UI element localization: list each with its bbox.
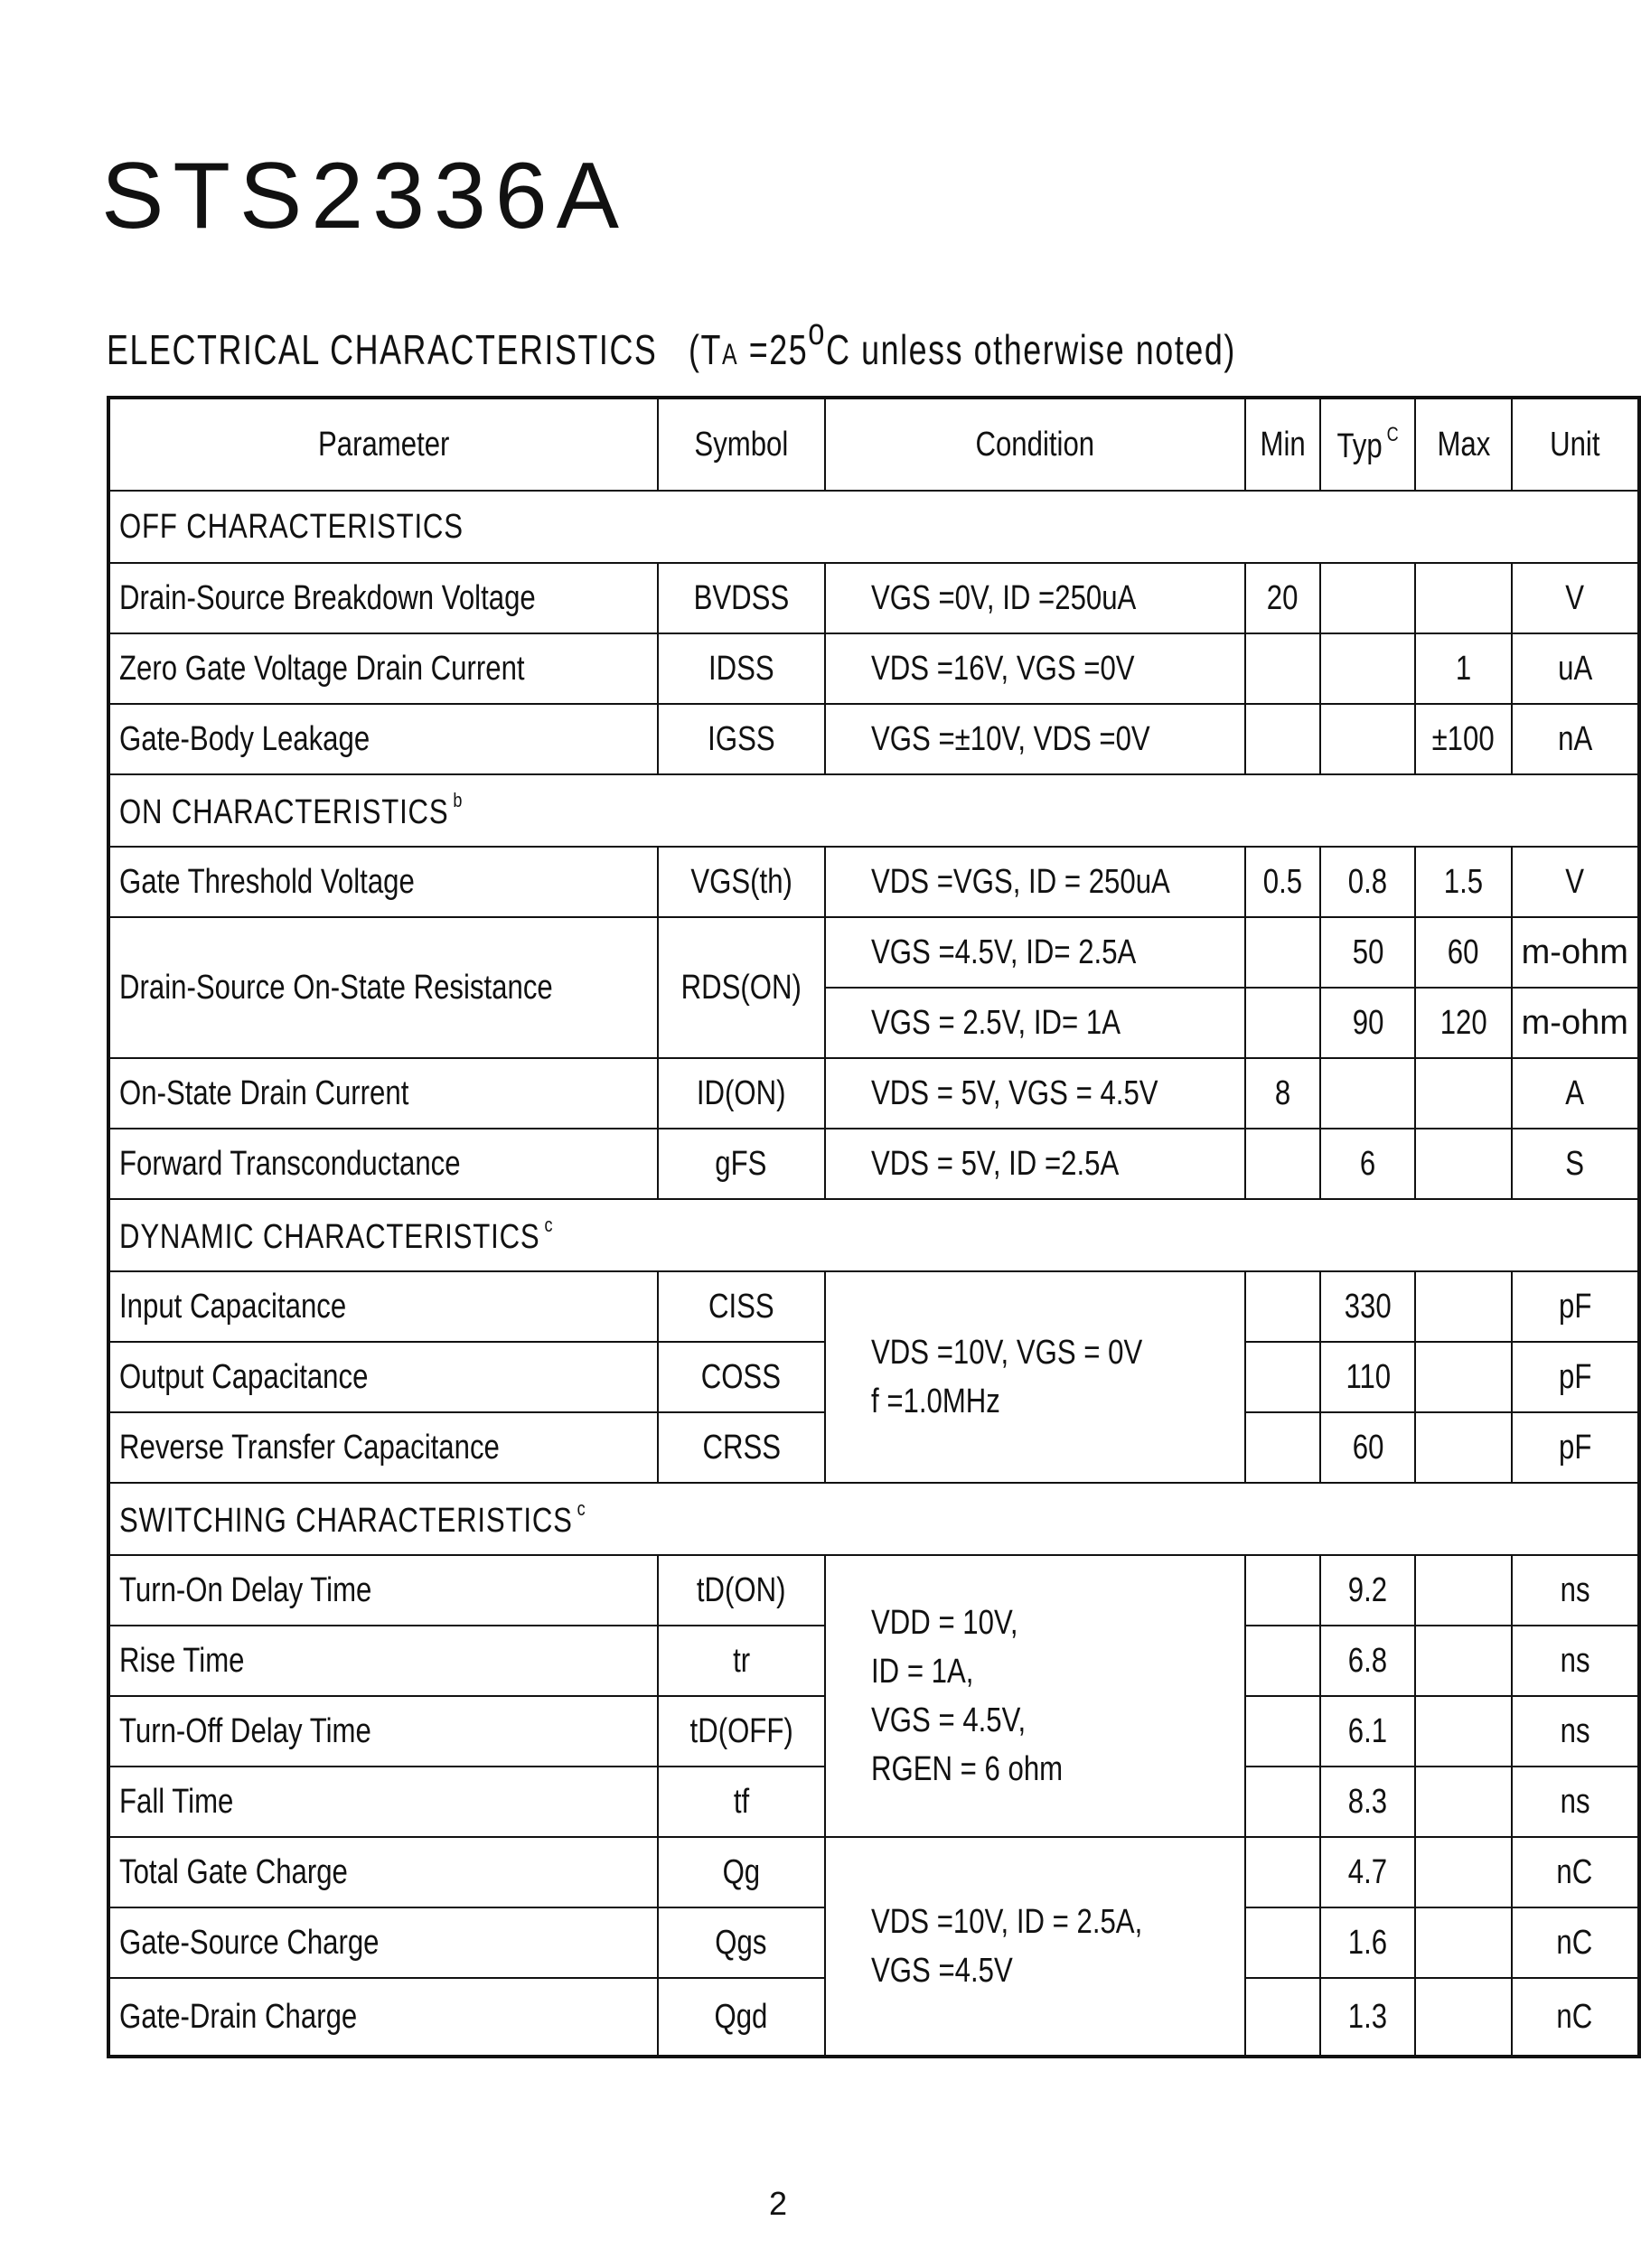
- header-unit: Unit: [1512, 398, 1639, 491]
- typ-cell: 330: [1320, 1271, 1415, 1342]
- param-cell: Forward Transconductance: [108, 1129, 658, 1199]
- header-row: [108, 398, 1639, 491]
- max-cell: ±100: [1415, 704, 1511, 774]
- unit-cell: V: [1512, 563, 1639, 633]
- symbol-cell: tD(ON): [658, 1555, 825, 1626]
- min-cell: [1245, 1696, 1320, 1767]
- typ-cell: 4.7: [1320, 1837, 1415, 1907]
- condition-cell: VGS =4.5V, ID= 2.5A: [825, 917, 1245, 988]
- symbol-cell: RDS(ON): [658, 917, 825, 1058]
- param-cell: Rise Time: [108, 1626, 658, 1696]
- electrical-characteristics-table: [107, 396, 1641, 2058]
- header-parameter: Parameter: [108, 398, 658, 491]
- condition-cell: VGS =0V, ID =250uA: [825, 563, 1245, 633]
- header-condition: Condition: [825, 398, 1245, 491]
- symbol-cell: tf: [658, 1767, 825, 1837]
- unit-cell: pF: [1512, 1271, 1639, 1342]
- min-cell: [1245, 1626, 1320, 1696]
- param-cell: On-State Drain Current: [108, 1058, 658, 1129]
- symbol-cell: Qgd: [658, 1978, 825, 2057]
- footnote-marker: b: [453, 789, 464, 811]
- typ-cell: [1320, 1058, 1415, 1129]
- section-switching: SWITCHING CHARACTERISTICS $^c$: [108, 1483, 1639, 1555]
- unit-cell: V: [1512, 847, 1639, 917]
- typ-cell: 1.3: [1320, 1978, 1415, 2057]
- typ-cell: 110: [1320, 1342, 1415, 1412]
- section-row: [108, 1483, 1639, 1555]
- param-cell: Fall Time: [108, 1767, 658, 1837]
- max-cell: [1415, 1129, 1511, 1199]
- unit-cell: ns: [1512, 1767, 1639, 1837]
- max-cell: [1415, 1978, 1511, 2057]
- symbol-cell: ID(ON): [658, 1058, 825, 1129]
- typ-cell: 1.6: [1320, 1907, 1415, 1978]
- table-row: [108, 917, 1639, 988]
- param-cell: Zero Gate Voltage Drain Current: [108, 633, 658, 704]
- max-cell: 60: [1415, 917, 1511, 988]
- param-cell: Reverse Transfer Capacitance: [108, 1412, 658, 1483]
- symbol-cell: gFS: [658, 1129, 825, 1199]
- param-cell: Gate-Body Leakage: [108, 704, 658, 774]
- min-cell: [1245, 704, 1320, 774]
- condition-cell: VGS =±10V, VDS =0V: [825, 704, 1245, 774]
- unit-cell: ns: [1512, 1555, 1639, 1626]
- unit-cell: m-ohm: [1512, 988, 1639, 1058]
- condition-cell: VDD = 10V, ID = 1A, VGS = 4.5V, RGEN = 6 ohm: [825, 1555, 1245, 1837]
- max-cell: 1: [1415, 633, 1511, 704]
- unit-cell: S: [1512, 1129, 1639, 1199]
- param-cell: Turn-Off Delay Time: [108, 1696, 658, 1767]
- max-cell: [1415, 1412, 1511, 1483]
- table-row: [108, 704, 1639, 774]
- typ-cell: 6.1: [1320, 1696, 1415, 1767]
- param-cell: Turn-On Delay Time: [108, 1555, 658, 1626]
- min-cell: 0.5: [1245, 847, 1320, 917]
- header-typ-note: C: [1386, 423, 1399, 445]
- symbol-cell: tr: [658, 1626, 825, 1696]
- unit-cell: nA: [1512, 704, 1639, 774]
- max-cell: [1415, 1555, 1511, 1626]
- min-cell: [1245, 633, 1320, 704]
- condition-cell: VDS =10V, VGS = 0V f =1.0MHz: [825, 1271, 1245, 1483]
- unit-cell: m-ohm: [1512, 917, 1639, 988]
- symbol-cell: IGSS: [658, 704, 825, 774]
- condition-cell: VDS =16V, VGS =0V: [825, 633, 1245, 704]
- condition-cell: VGS = 2.5V, ID= 1A: [825, 988, 1245, 1058]
- param-cell: Gate Threshold Voltage: [108, 847, 658, 917]
- param-cell: Gate-Source Charge: [108, 1907, 658, 1978]
- typ-cell: 8.3: [1320, 1767, 1415, 1837]
- min-cell: [1245, 1837, 1320, 1907]
- header-typ: Typ $^C$: [1320, 398, 1415, 491]
- unit-cell: ns: [1512, 1696, 1639, 1767]
- max-cell: 120: [1415, 988, 1511, 1058]
- section-dynamic: DYNAMIC CHARACTERISTICS $^c$: [108, 1199, 1639, 1271]
- symbol-cell: Qgs: [658, 1907, 825, 1978]
- param-cell: Input Capacitance: [108, 1271, 658, 1342]
- section-on: ON CHARACTERISTICS $^b$: [108, 774, 1639, 847]
- heading-condition-subscript: A: [722, 338, 739, 370]
- param-cell: Output Capacitance: [108, 1342, 658, 1412]
- max-cell: 1.5: [1415, 847, 1511, 917]
- max-cell: [1415, 1837, 1511, 1907]
- typ-cell: 0.8: [1320, 847, 1415, 917]
- degree-symbol: o: [808, 310, 827, 352]
- min-cell: [1245, 917, 1320, 988]
- typ-cell: [1320, 633, 1415, 704]
- symbol-cell: tD(OFF): [658, 1696, 825, 1767]
- symbol-cell: Qg: [658, 1837, 825, 1907]
- symbol-cell: IDSS: [658, 633, 825, 704]
- header-max: Max: [1415, 398, 1511, 491]
- section-row: [108, 1199, 1639, 1271]
- max-cell: [1415, 1626, 1511, 1696]
- min-cell: [1245, 1767, 1320, 1837]
- max-cell: [1415, 1907, 1511, 1978]
- table-row: [108, 563, 1639, 633]
- max-cell: [1415, 563, 1511, 633]
- symbol-cell: BVDSS: [658, 563, 825, 633]
- max-cell: [1415, 1271, 1511, 1342]
- max-cell: [1415, 1342, 1511, 1412]
- param-cell: Total Gate Charge: [108, 1837, 658, 1907]
- typ-cell: 50: [1320, 917, 1415, 988]
- table-row: [108, 1129, 1639, 1199]
- unit-cell: nC: [1512, 1837, 1639, 1907]
- typ-cell: 60: [1320, 1412, 1415, 1483]
- table-row: [108, 1058, 1639, 1129]
- typ-cell: 6: [1320, 1129, 1415, 1199]
- min-cell: [1245, 1129, 1320, 1199]
- table-row: [108, 1271, 1639, 1342]
- param-cell: Drain-Source On-State Resistance: [108, 917, 658, 1058]
- footnote-marker: c: [577, 1497, 586, 1520]
- symbol-cell: CRSS: [658, 1412, 825, 1483]
- unit-cell: pF: [1512, 1342, 1639, 1412]
- param-cell: Drain-Source Breakdown Voltage: [108, 563, 658, 633]
- page-number: 2: [768, 2185, 788, 2222]
- max-cell: [1415, 1767, 1511, 1837]
- unit-cell: A: [1512, 1058, 1639, 1129]
- min-cell: 20: [1245, 563, 1320, 633]
- heading-condition-mid: =25: [738, 326, 809, 373]
- min-cell: [1245, 1342, 1320, 1412]
- section-row: [108, 491, 1639, 563]
- unit-cell: nC: [1512, 1907, 1639, 1978]
- min-cell: [1245, 1978, 1320, 2057]
- symbol-cell: COSS: [658, 1342, 825, 1412]
- min-cell: [1245, 1412, 1320, 1483]
- param-cell: Gate-Drain Charge: [108, 1978, 658, 2057]
- section-heading: [107, 309, 1236, 375]
- unit-cell: ns: [1512, 1626, 1639, 1696]
- unit-cell: pF: [1512, 1412, 1639, 1483]
- table-row: [108, 633, 1639, 704]
- symbol-cell: CISS: [658, 1271, 825, 1342]
- condition-cell: VDS = 5V, ID =2.5A: [825, 1129, 1245, 1199]
- table-row: [108, 1837, 1639, 1907]
- unit-cell: nC: [1512, 1978, 1639, 2057]
- min-cell: [1245, 1907, 1320, 1978]
- typ-cell: [1320, 563, 1415, 633]
- typ-cell: [1320, 704, 1415, 774]
- max-cell: [1415, 1058, 1511, 1129]
- min-cell: 8: [1245, 1058, 1320, 1129]
- section-row: [108, 774, 1639, 847]
- table-row: [108, 847, 1639, 917]
- unit-cell: uA: [1512, 633, 1639, 704]
- document-title: STS2336A: [101, 144, 628, 248]
- max-cell: [1415, 1696, 1511, 1767]
- footnote-marker: c: [544, 1214, 554, 1236]
- heading-condition-prefix: (T: [689, 326, 723, 373]
- table-row: [108, 1555, 1639, 1626]
- heading-condition-suffix: C unless otherwise noted): [826, 326, 1236, 373]
- min-cell: [1245, 1555, 1320, 1626]
- heading-text: ELECTRICAL CHARACTERISTICS: [107, 326, 658, 373]
- typ-cell: 90: [1320, 988, 1415, 1058]
- typ-cell: 6.8: [1320, 1626, 1415, 1696]
- header-min: Min: [1245, 398, 1320, 491]
- min-cell: [1245, 988, 1320, 1058]
- typ-cell: 9.2: [1320, 1555, 1415, 1626]
- min-cell: [1245, 1271, 1320, 1342]
- condition-cell: VDS =VGS, ID = 250uA: [825, 847, 1245, 917]
- condition-cell: VDS =10V, ID = 2.5A, VGS =4.5V: [825, 1837, 1245, 2057]
- header-symbol: Symbol: [658, 398, 825, 491]
- section-off: OFF CHARACTERISTICS: [108, 491, 1639, 563]
- condition-cell: VDS = 5V, VGS = 4.5V: [825, 1058, 1245, 1129]
- symbol-cell: VGS(th): [658, 847, 825, 917]
